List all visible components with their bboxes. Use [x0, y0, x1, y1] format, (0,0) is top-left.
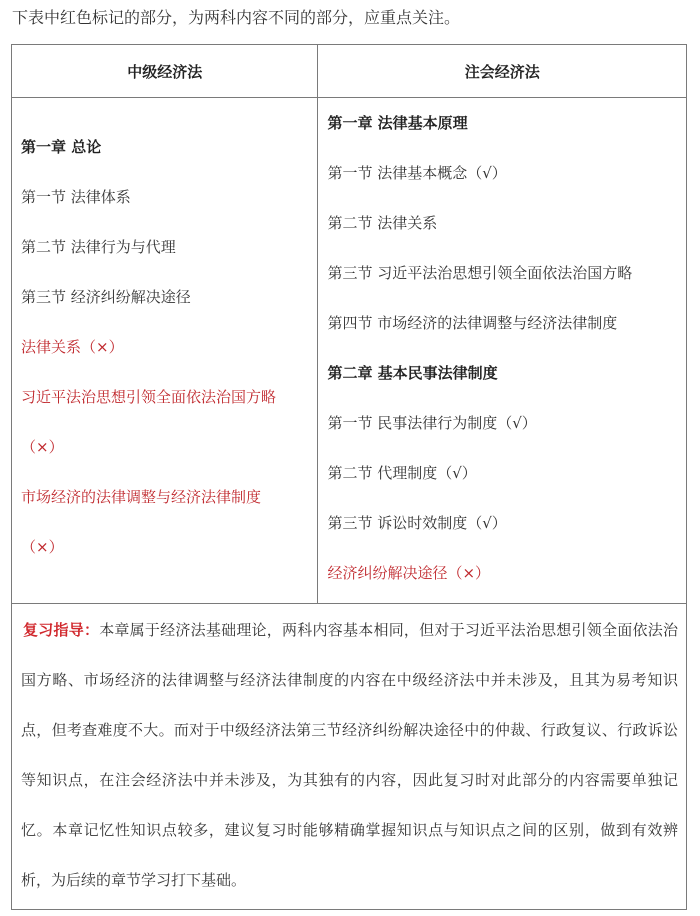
- diff-item: 法律关系（×）: [21, 338, 124, 356]
- comparison-table: [11, 44, 687, 910]
- intro-text: 下表中红色标记的部分，为两科内容不同的部分，应重点关注。: [12, 8, 461, 27]
- review-guide-row: [12, 604, 687, 910]
- review-guide-text: 本章属于经济法基础理论，两科内容基本相同，但对于习近平法治思想引领全面依法治国方略、市场经济的法律调整与经济法律制度的内容在中级经济法中并未涉及，且其为易考知识点，但考查难度不大。而对于中级经济法第三节经济纠纷解决途径中的仲裁、行政复议、行政诉讼等知识点，在注会经济法中并未涉及，为其独有的内容，因此复习时对此部分的内容需要单独记忆。本章记忆性知识点较多，建议复习时能够精确掌握知识点与知识点之间的区别，做到有效辨析，为后续的章节学习打下基础。: [21, 621, 678, 889]
- section-item: 第二节 代理制度（√）: [327, 464, 477, 482]
- diff-item: （×）: [21, 438, 64, 456]
- diff-item: 习近平法治思想引领全面依法治国方略: [21, 388, 277, 406]
- section-item: 第三节 经济纠纷解决途径: [21, 288, 191, 306]
- section-item: 第一节 法律基本概念（√）: [327, 164, 507, 182]
- spacer: [21, 98, 317, 122]
- section-item: 第三节 诉讼时效制度（√）: [327, 514, 507, 532]
- section-item: 第二节 法律行为与代理: [21, 238, 176, 256]
- review-guide-label: 复习指导：: [23, 621, 100, 639]
- section-item: 第四节 市场经济的法律调整与经济法律制度: [327, 314, 618, 332]
- section-item: 第一节 民事法律行为制度（√）: [327, 414, 537, 432]
- diff-item: 经济纠纷解决途径（×）: [327, 564, 491, 582]
- review-guide-paragraph: [21, 604, 678, 905]
- intermediate-syllabus-cell: [12, 98, 318, 604]
- chapter-heading: 第一章 总论: [21, 138, 102, 156]
- table-row: [12, 98, 687, 604]
- diff-item: 市场经济的法律调整与经济法律制度: [21, 488, 262, 506]
- header-intermediate-economic-law: 中级经济法: [12, 45, 318, 98]
- review-guide-cell: [12, 604, 687, 910]
- diff-item: （×）: [21, 538, 64, 556]
- chapter-heading: 第二章 基本民事法律制度: [327, 364, 498, 382]
- chapter-heading: 第一章 法律基本原理: [327, 114, 468, 132]
- section-item: 第一节 法律体系: [21, 188, 131, 206]
- cpa-syllabus-cell: [318, 98, 687, 604]
- section-item: 第二节 法律关系: [327, 214, 438, 232]
- header-cpa-economic-law: 注会经济法: [318, 45, 687, 98]
- table-header-row: [12, 45, 687, 98]
- section-item: 第三节 习近平法治思想引领全面依法治国方略: [327, 264, 633, 282]
